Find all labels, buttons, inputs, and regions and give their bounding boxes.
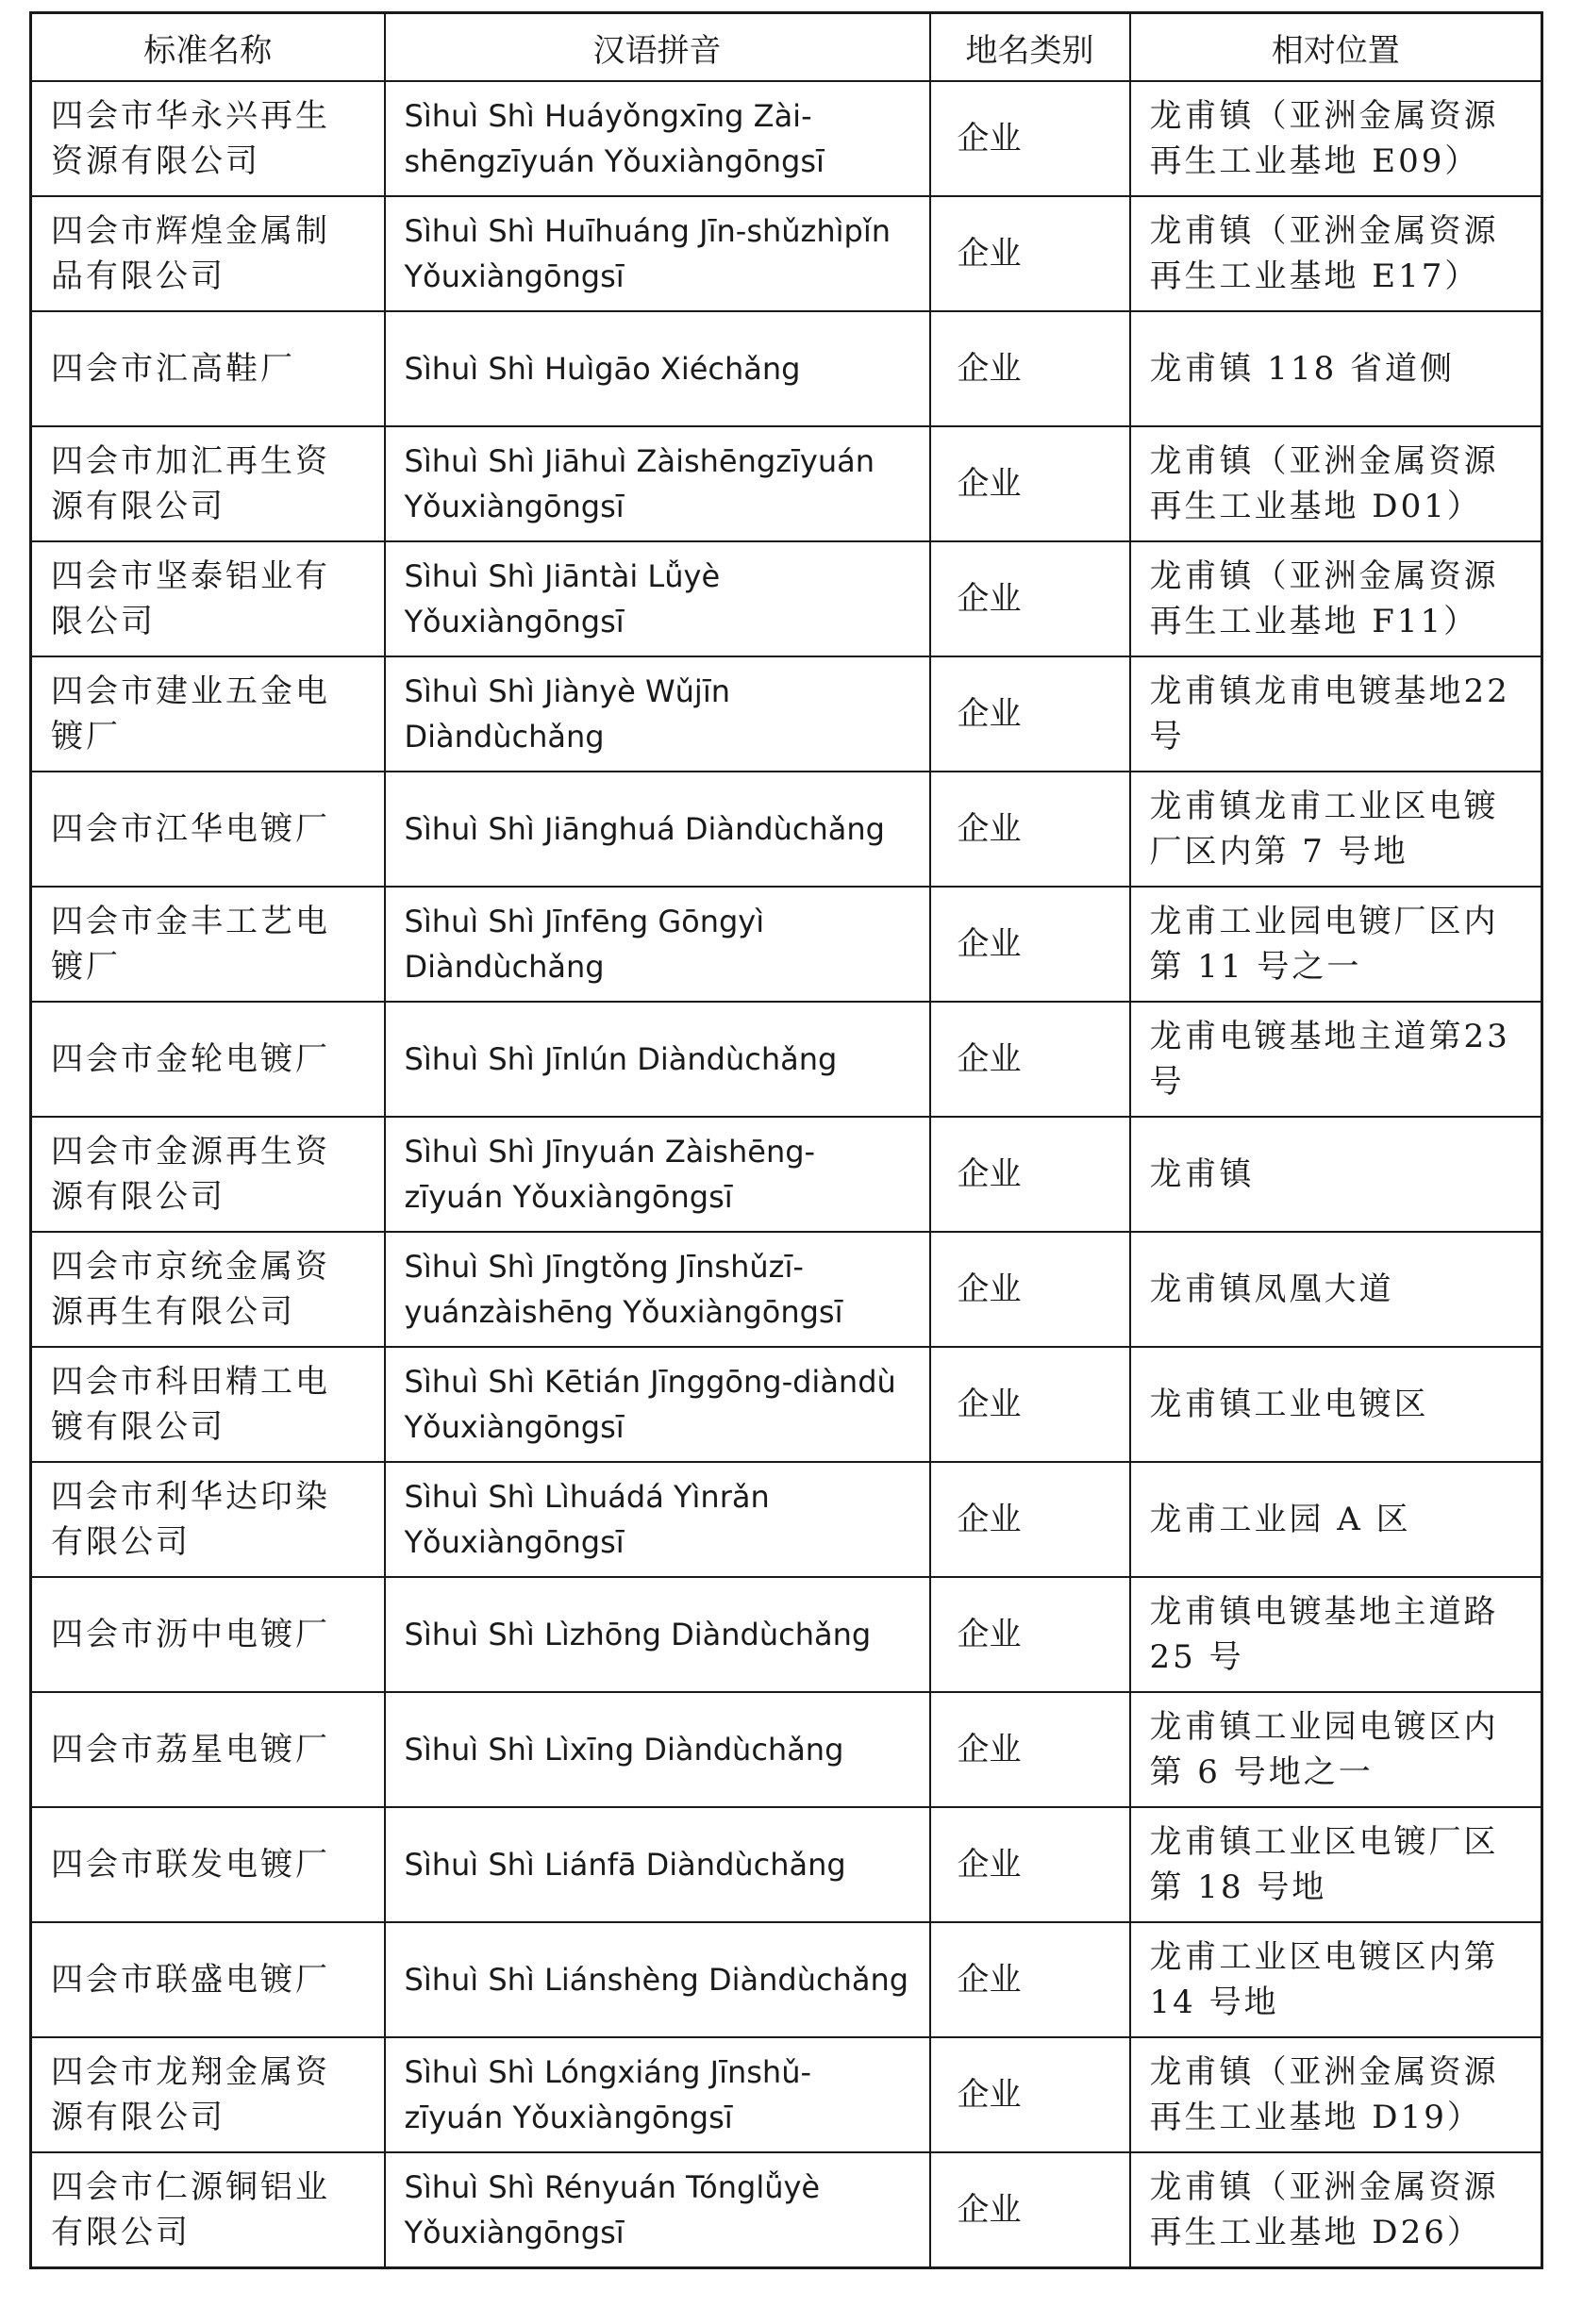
relative-location-cell: 龙甫镇龙甫电镀基地22 号: [1130, 656, 1542, 772]
table-row: [31, 1462, 1542, 1577]
pinyin-cell: Sìhuì Shì Jīnfēng Gōngyì Diàndùchǎng: [385, 887, 930, 1002]
table-row: [31, 887, 1542, 1002]
pinyin-cell: Sìhuì Shì Huìgāo Xiéchǎng: [385, 311, 930, 426]
standard-name-cell: 四会市辉煌金属制品有限公司: [31, 196, 385, 311]
table-row: [31, 656, 1542, 772]
relative-location-cell: 龙甫镇（亚洲金属资源再生工业基地 F11）: [1130, 541, 1542, 656]
pinyin-cell: Sìhuì Shì Lóngxiáng Jīnshǔ-zīyuán Yǒuxiàngōngsī: [385, 2037, 930, 2152]
place-name-table-container: [29, 11, 1541, 2269]
relative-location-cell: 龙甫镇电镀基地主道路25 号: [1130, 1577, 1542, 1692]
header-row: [31, 13, 1542, 82]
table-header: [31, 13, 1542, 82]
relative-location-cell: 龙甫镇工业区电镀厂区第 18 号地: [1130, 1807, 1542, 1922]
table-row: [31, 1807, 1542, 1922]
pinyin-cell: Sìhuì Shì Jiāhuì Zàishēngzīyuán Yǒuxiàngōngsī: [385, 426, 930, 541]
category-cell: 企业: [930, 1922, 1130, 2037]
relative-location-cell: 龙甫镇凤凰大道: [1130, 1232, 1542, 1347]
relative-location-cell: 龙甫镇龙甫工业区电镀厂区内第 7 号地: [1130, 772, 1542, 887]
pinyin-cell: Sìhuì Shì Lìxīng Diàndùchǎng: [385, 1692, 930, 1807]
table-row: [31, 1117, 1542, 1232]
relative-location-cell: 龙甫镇（亚洲金属资源再生工业基地 D26）: [1130, 2152, 1542, 2268]
place-name-table: [29, 11, 1543, 2269]
table-row: [31, 1347, 1542, 1462]
category-cell: 企业: [930, 772, 1130, 887]
relative-location-cell: 龙甫镇 118 省道侧: [1130, 311, 1542, 426]
standard-name-cell: 四会市仁源铜铝业有限公司: [31, 2152, 385, 2268]
standard-name-cell: 四会市金源再生资源有限公司: [31, 1117, 385, 1232]
table-row: [31, 2037, 1542, 2152]
category-cell: 企业: [930, 2037, 1130, 2152]
pinyin-cell: Sìhuì Shì Jiāntài Lǚyè Yǒuxiàngōngsī: [385, 541, 930, 656]
pinyin-cell: Sìhuì Shì Huīhuáng Jīn-shǔzhìpǐn Yǒuxiàngōngsī: [385, 196, 930, 311]
header-pinyin: 汉语拼音: [385, 13, 930, 82]
category-cell: 企业: [930, 656, 1130, 772]
table-row: [31, 1577, 1542, 1692]
standard-name-cell: 四会市金轮电镀厂: [31, 1002, 385, 1117]
category-cell: 企业: [930, 196, 1130, 311]
relative-location-cell: 龙甫工业园电镀厂区内第 11 号之一: [1130, 887, 1542, 1002]
relative-location-cell: 龙甫镇: [1130, 1117, 1542, 1232]
table-row: [31, 2152, 1542, 2268]
relative-location-cell: 龙甫镇工业电镀区: [1130, 1347, 1542, 1462]
pinyin-cell: Sìhuì Shì Kētián Jīnggōng-diàndù Yǒuxiàngōngsī: [385, 1347, 930, 1462]
standard-name-cell: 四会市科田精工电镀有限公司: [31, 1347, 385, 1462]
pinyin-cell: Sìhuì Shì Huáyǒngxīng Zài-shēngzīyuán Yǒuxiàngōngsī: [385, 81, 930, 196]
relative-location-cell: 龙甫镇（亚洲金属资源再生工业基地 D19）: [1130, 2037, 1542, 2152]
pinyin-cell: Sìhuì Shì Lìzhōng Diàndùchǎng: [385, 1577, 930, 1692]
header-relative-location: 相对位置: [1130, 13, 1542, 82]
category-cell: 企业: [930, 1232, 1130, 1347]
standard-name-cell: 四会市金丰工艺电镀厂: [31, 887, 385, 1002]
relative-location-cell: 龙甫工业园 A 区: [1130, 1462, 1542, 1577]
relative-location-cell: 龙甫镇（亚洲金属资源再生工业基地 E17）: [1130, 196, 1542, 311]
pinyin-cell: Sìhuì Shì Lìhuádá Yìnrǎn Yǒuxiàngōngsī: [385, 1462, 930, 1577]
table-row: [31, 311, 1542, 426]
standard-name-cell: 四会市华永兴再生资源有限公司: [31, 81, 385, 196]
pinyin-cell: Sìhuì Shì Liánshèng Diàndùchǎng: [385, 1922, 930, 2037]
table-row: [31, 1232, 1542, 1347]
category-cell: 企业: [930, 1462, 1130, 1577]
standard-name-cell: 四会市京统金属资源再生有限公司: [31, 1232, 385, 1347]
table-body: [31, 81, 1542, 2268]
category-cell: 企业: [930, 311, 1130, 426]
standard-name-cell: 四会市建业五金电镀厂: [31, 656, 385, 772]
category-cell: 企业: [930, 1347, 1130, 1462]
relative-location-cell: 龙甫电镀基地主道第23 号: [1130, 1002, 1542, 1117]
table-row: [31, 196, 1542, 311]
table-row: [31, 541, 1542, 656]
relative-location-cell: 龙甫镇（亚洲金属资源再生工业基地 E09）: [1130, 81, 1542, 196]
pinyin-cell: Sìhuì Shì Jiānghuá Diàndùchǎng: [385, 772, 930, 887]
table-row: [31, 426, 1542, 541]
pinyin-cell: Sìhuì Shì Rényuán Tónglǚyè Yǒuxiàngōngsī: [385, 2152, 930, 2268]
table-row: [31, 772, 1542, 887]
category-cell: 企业: [930, 1807, 1130, 1922]
category-cell: 企业: [930, 1692, 1130, 1807]
table-row: [31, 1692, 1542, 1807]
relative-location-cell: 龙甫镇（亚洲金属资源再生工业基地 D01）: [1130, 426, 1542, 541]
relative-location-cell: 龙甫镇工业园电镀区内第 6 号地之一: [1130, 1692, 1542, 1807]
standard-name-cell: 四会市加汇再生资源有限公司: [31, 426, 385, 541]
category-cell: 企业: [930, 887, 1130, 1002]
standard-name-cell: 四会市汇高鞋厂: [31, 311, 385, 426]
standard-name-cell: 四会市利华达印染有限公司: [31, 1462, 385, 1577]
standard-name-cell: 四会市联发电镀厂: [31, 1807, 385, 1922]
relative-location-cell: 龙甫工业区电镀区内第14 号地: [1130, 1922, 1542, 2037]
standard-name-cell: 四会市联盛电镀厂: [31, 1922, 385, 2037]
pinyin-cell: Sìhuì Shì Liánfā Diàndùchǎng: [385, 1807, 930, 1922]
pinyin-cell: Sìhuì Shì Jīnlún Diàndùchǎng: [385, 1002, 930, 1117]
standard-name-cell: 四会市龙翔金属资源有限公司: [31, 2037, 385, 2152]
category-cell: 企业: [930, 81, 1130, 196]
standard-name-cell: 四会市沥中电镀厂: [31, 1577, 385, 1692]
category-cell: 企业: [930, 2152, 1130, 2268]
pinyin-cell: Sìhuì Shì Jiànyè Wǔjīn Diàndùchǎng: [385, 656, 930, 772]
pinyin-cell: Sìhuì Shì Jīnyuán Zàishēng-zīyuán Yǒuxiàngōngsī: [385, 1117, 930, 1232]
category-cell: 企业: [930, 1002, 1130, 1117]
standard-name-cell: 四会市坚泰铝业有限公司: [31, 541, 385, 656]
table-row: [31, 81, 1542, 196]
header-standard-name: 标准名称: [31, 13, 385, 82]
standard-name-cell: 四会市荔星电镀厂: [31, 1692, 385, 1807]
category-cell: 企业: [930, 541, 1130, 656]
category-cell: 企业: [930, 1577, 1130, 1692]
standard-name-cell: 四会市江华电镀厂: [31, 772, 385, 887]
header-category: 地名类别: [930, 13, 1130, 82]
table-row: [31, 1002, 1542, 1117]
category-cell: 企业: [930, 426, 1130, 541]
pinyin-cell: Sìhuì Shì Jīngtǒng Jīnshǔzī-yuánzàishēng Yǒuxiàngōngsī: [385, 1232, 930, 1347]
table-row: [31, 1922, 1542, 2037]
category-cell: 企业: [930, 1117, 1130, 1232]
